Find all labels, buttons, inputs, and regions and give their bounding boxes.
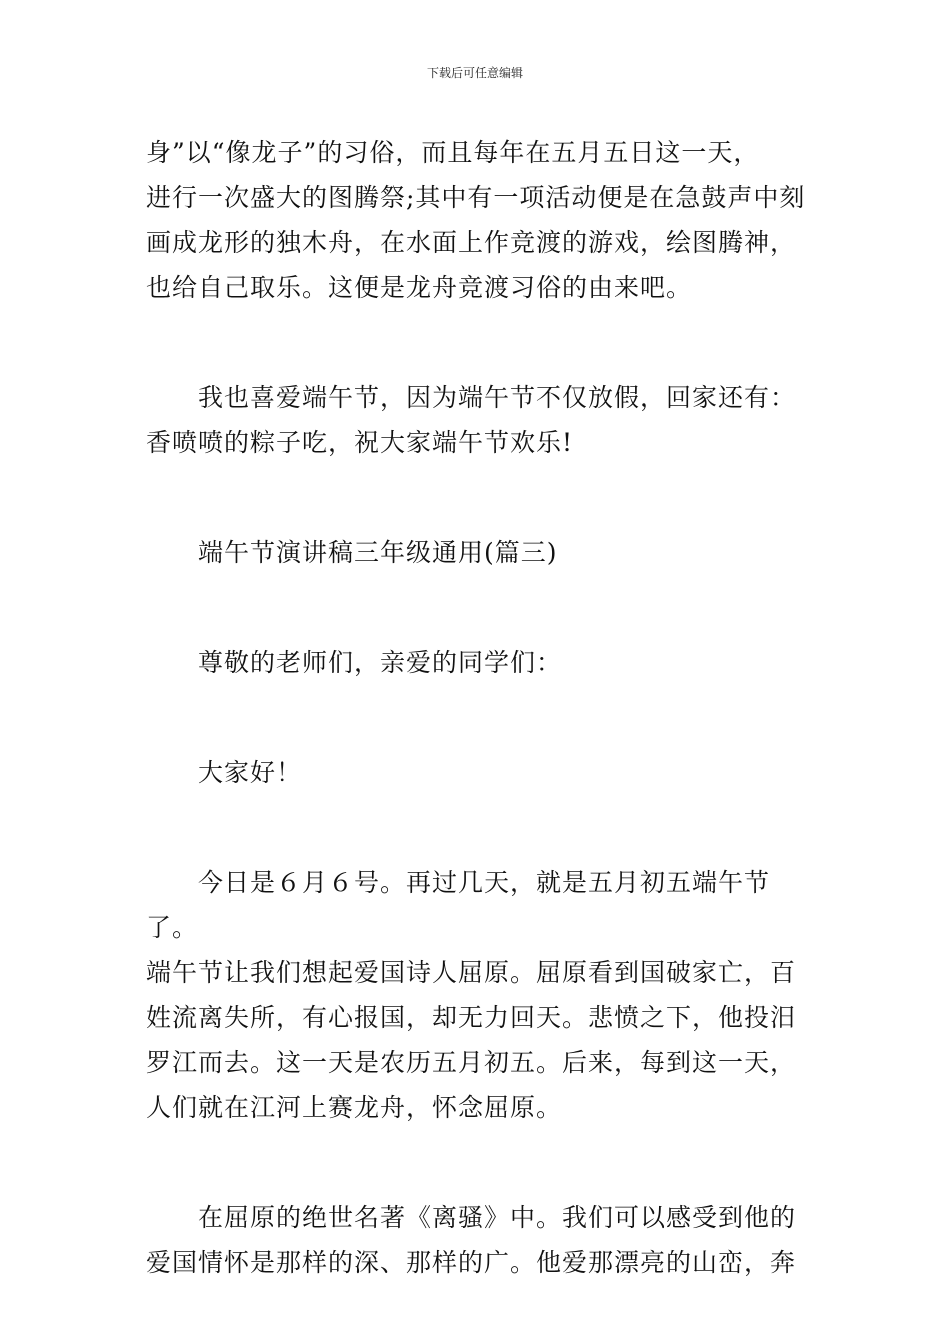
paragraph-dragon-boat-origin: 身”以“像龙子”的习俗，而且每年在五月五日这一天， 进行一次盛大的图腾祭;其中有一项活动便是在急鼓声中刻 画成龙形的独木舟，在水面上作竞渡的游戏，绘图腾神， 也给自己取乐。这便是龙舟竞渡习俗的由来吧。 [146,138,806,302]
paragraph-gap [146,465,808,530]
document-body [146,130,808,1285]
greeting: 大家好！ [146,758,303,787]
salutation: 尊敬的老师们，亲爱的同学们： [146,648,563,677]
paragraph-li-sao: 在屈原的绝世名著《离骚》中。我们可以感受到他的 爱国情怀是那样的深、那样的广。他爱那漂亮的山峦，奔 [146,1203,797,1277]
paragraph-gap [146,575,808,640]
page-header-note: 下载后可任意编辑 [426,66,523,80]
paragraph-gap [146,795,808,860]
paragraph-love-festival: 我也喜爱端午节，因为端午节不仅放假，回家还有： 香喷喷的粽子吃，祝大家端午节欢乐! [146,383,797,457]
section-heading: 端午节演讲稿三年级通用(篇三) [146,538,558,567]
paragraph-gap [146,310,808,375]
paragraph-gap [146,1130,808,1195]
paragraph-qu-yuan: 今日是６月６号。再过几天，就是五月初五端午节了。 端午节让我们想起爱国诗人屈原。屈原看到国破家亡，百 姓流离失所，有心报国，却无力回天。悲愤之下，他投汨 罗江而去。这一天是农历五月初五。后来，每到这一天， 人们就在江河上赛龙舟，怀念屈原。 [146,868,797,1122]
paragraph-gap [146,685,808,750]
